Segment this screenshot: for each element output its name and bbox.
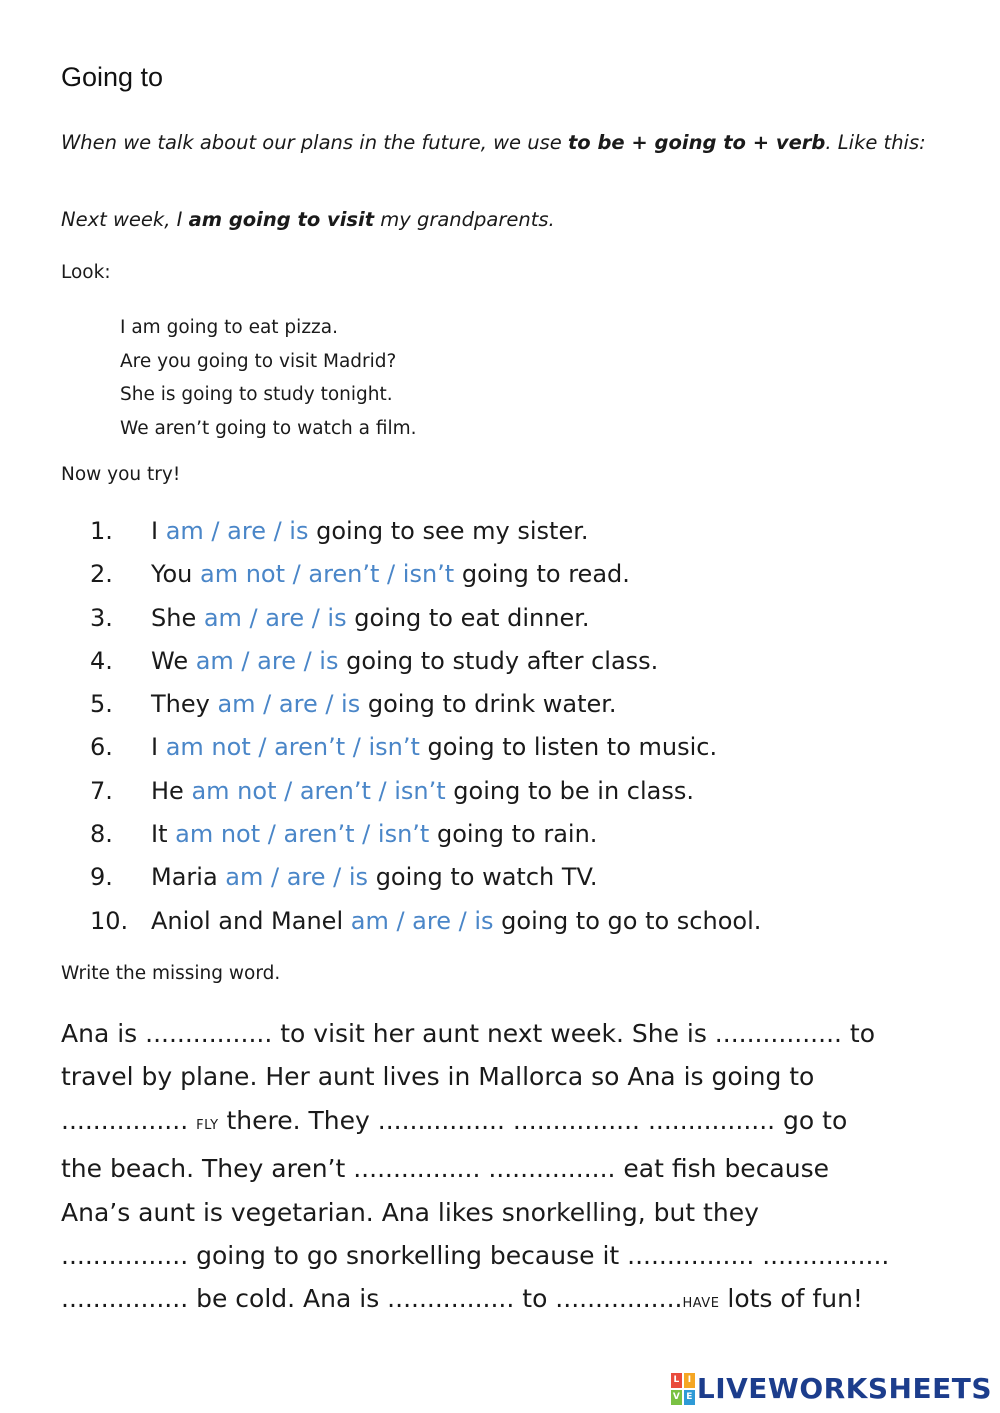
exercise-after: going to listen to music.: [419, 733, 718, 762]
example-part1: Next week, I: [61, 208, 189, 231]
intro-text: [61, 126, 941, 159]
paragraph-text: lots of fun!: [719, 1284, 863, 1314]
logo-icon-letter: I: [684, 1373, 695, 1388]
exercise-number: 2.: [90, 560, 113, 589]
exercise-after: going to go to school.: [493, 906, 762, 935]
exercise-number: 5.: [90, 690, 113, 719]
logo-icon-letter: E: [684, 1390, 695, 1405]
try-label: Now you try!: [61, 464, 181, 485]
paragraph-line[interactable]: ................ going to go snorkelling because it ................ ................: [61, 1241, 890, 1271]
paragraph-line[interactable]: [61, 1277, 951, 1325]
exercise-before: She: [151, 603, 204, 632]
paragraph-line[interactable]: the beach. They aren’t ................ ................ eat fish because: [61, 1154, 830, 1184]
blank[interactable]: ................: [61, 1105, 197, 1135]
exercise-before: I: [151, 733, 166, 762]
look-example: She is going to study tonight.: [120, 384, 393, 405]
exercise-options[interactable]: am not / aren’t / isn’t: [175, 820, 430, 849]
exercise-number: 10.: [90, 906, 129, 935]
exercise-options[interactable]: am / are / is: [350, 906, 494, 935]
exercise-item: [90, 555, 761, 598]
exercise-after: going to eat dinner.: [346, 603, 590, 632]
missing-word-label: Write the missing word.: [61, 963, 281, 984]
example-bold: am going to visit: [188, 208, 375, 231]
exercise-after: going to read.: [454, 560, 630, 589]
exercise-options[interactable]: am / are / is: [195, 646, 339, 675]
intro-formula: to be + going to + verb: [567, 131, 826, 154]
paragraph-line[interactable]: Ana is ................ to visit her aunt next week. She is ................ to: [61, 1019, 876, 1048]
page-title: Going to: [61, 62, 164, 92]
exercise-options[interactable]: am / are / is: [217, 690, 361, 719]
exercise-number: 8.: [90, 820, 113, 849]
paragraph-line: travel by plane. Her aunt lives in Mallorca so Ana is going to: [61, 1062, 815, 1092]
logo-text: LIVEWORKSHEETS: [696, 1372, 992, 1405]
exercise-after: going to see my sister.: [308, 517, 589, 545]
exercise-after: going to study after class.: [338, 646, 659, 675]
look-example: Are you going to visit Madrid?: [120, 350, 397, 372]
exercise-before: We: [151, 646, 196, 675]
exercise-options[interactable]: am not / aren’t / isn’t: [200, 560, 455, 589]
exercise-number: 4.: [90, 646, 113, 675]
verb-hint: HAVE: [682, 1296, 720, 1312]
exercise-after: going to rain.: [429, 820, 598, 849]
look-label: Look:: [61, 262, 111, 283]
exercise-number: 3.: [90, 603, 113, 632]
exercise-options[interactable]: am / are / is: [225, 863, 369, 892]
exercise-options[interactable]: am not / aren’t / isn’t: [191, 776, 446, 805]
exercise-options[interactable]: am not / aren’t / isn’t: [165, 733, 420, 762]
exercise-list: [90, 512, 761, 945]
exercise-after: going to be in class.: [445, 776, 695, 805]
exercise-item: [90, 599, 761, 642]
exercise-after: going to watch TV.: [368, 863, 598, 892]
exercise-options[interactable]: am / are / is: [165, 517, 309, 545]
fill-in-paragraph: [61, 1012, 951, 1326]
logo-icon-letter: L: [671, 1373, 682, 1388]
paragraph-text[interactable]: there. They ................ ................ ................ go to: [218, 1105, 848, 1135]
liveworksheets-logo: [671, 1372, 992, 1405]
paragraph-line: Ana’s aunt is vegetarian. Ana likes snorkelling, but they: [61, 1197, 759, 1227]
exercise-options[interactable]: am / are / is: [203, 603, 347, 632]
exercise-item: [90, 858, 761, 901]
exercise-number: 9.: [90, 863, 113, 892]
exercise-before: He: [151, 776, 192, 805]
look-example: I am going to eat pizza.: [120, 317, 338, 338]
exercise-item: [90, 728, 761, 771]
exercise-item: [90, 685, 761, 728]
logo-icon: [671, 1373, 695, 1405]
exercise-before: You: [151, 560, 200, 589]
exercise-before: I: [151, 517, 166, 545]
verb-hint: FLY: [196, 1117, 219, 1133]
exercise-item: [90, 772, 761, 815]
exercise-before: It: [151, 820, 176, 849]
exercise-item: [90, 642, 761, 685]
exercise-before: Maria: [151, 863, 226, 892]
intro-part1: When we talk about our plans in the future, we use: [61, 131, 568, 154]
exercise-item: [90, 815, 761, 858]
exercise-number: 6.: [90, 733, 113, 762]
exercise-before: Aniol and Manel: [151, 906, 351, 935]
example-part2: my grandparents.: [374, 208, 555, 231]
paragraph-text[interactable]: ................ be cold. Ana is ................ to ................: [61, 1284, 683, 1314]
exercise-after: going to drink water.: [360, 690, 617, 719]
example-sentence: [61, 208, 555, 231]
paragraph-line[interactable]: [61, 1099, 951, 1147]
intro-part2: . Like this:: [825, 131, 926, 154]
logo-icon-letter: V: [671, 1390, 682, 1405]
look-example: We aren’t going to watch a film.: [120, 417, 417, 439]
exercise-item: [90, 902, 761, 945]
look-examples: [120, 311, 417, 445]
exercise-number: 1.: [90, 517, 113, 545]
exercise-before: They: [151, 690, 218, 719]
exercise-item: [90, 512, 761, 555]
exercise-number: 7.: [90, 776, 113, 805]
